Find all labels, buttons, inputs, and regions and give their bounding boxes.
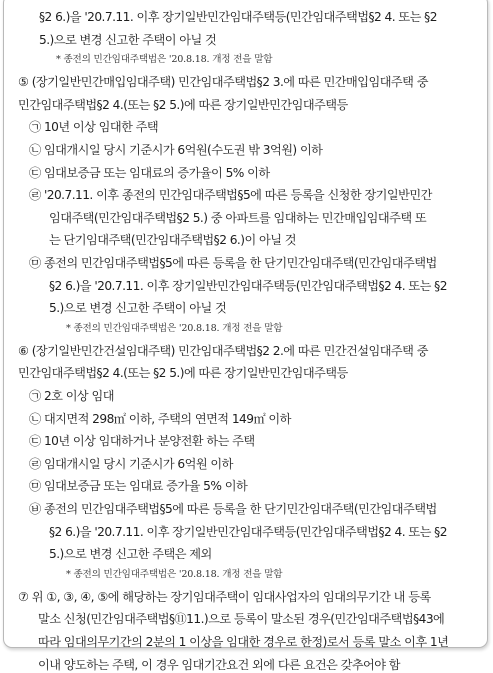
sub-item: ㉡ 대지면적 298㎡ 이하, 주택의 연면적 149㎡ 이하	[29, 411, 291, 426]
sub-item: ㉠ 10년 이상 임대한 주택	[29, 120, 159, 135]
sub-item: ㉢ 임대보증금 또는 임대료의 증가율이 5% 이하	[29, 165, 270, 180]
text-line: §2 6.)을 '20.7.11. 이후 장기일반민간임대주택등(민간임대주택법§2 4. 또는 §2	[39, 10, 437, 24]
item-6-heading: ⑥ (장기일반민간건설임대주택) 민간임대주택법§2 2.에 따른 민간건설임대주택 중	[18, 343, 428, 358]
text-line: 민간임대주택법§2 4.(또는 §2 5.)에 따른 장기일반민간임대주택등	[18, 97, 348, 112]
sub-item: ㉢ 10년 이상 임대하거나 분양전환 하는 주택	[29, 434, 255, 449]
footnote: * 종전의 민간임대주택법은 '20.8.18. 개정 전을 말함	[66, 322, 283, 334]
sub-item: ㉤ 종전의 민간임대주택법§5에 따른 등록을 한 단기민간임대주택(민간임대주택법	[29, 256, 437, 270]
sub-item: ㉡ 임대개시일 당시 기준시가 6억원(수도권 밖 3억원) 이하	[29, 143, 323, 157]
text-line: §2 6.)을 '20.7.11. 이후 장기일반민간임대주택등(민간임대주택법§2 4. 또는 §2	[49, 524, 447, 539]
item-7-heading: ⑦ 위 ①, ③, ④, ⑤에 해당하는 장기임대주택이 임대사업자의 임대의무기간 내 등록	[18, 589, 431, 604]
text-line: 말소 신청(민간임대주택법§⑪11.)으로 등록이 말소된 경우(민간임대주택법§43에	[38, 612, 445, 627]
text-line: 5.)으로 변경 신고한 주택이 아닐 것	[39, 32, 217, 47]
sub-item: ㉤ 임대보증금 또는 임대료 증가율 5% 이하	[29, 479, 248, 494]
text-line: 5.)으로 변경 신고한 주택이 아닐 것	[49, 301, 227, 316]
item-5-heading: ⑤ (장기일반민간매입임대주택) 민간임대주택법§2 3.에 따른 민간매입임대주택 중	[18, 75, 428, 90]
sub-item: ㉠ 2호 이상 임대	[29, 389, 114, 403]
text-line: 5.)으로 변경 신고한 주택은 제외	[49, 547, 212, 562]
footnote: * 종전의 민간임대주택법은 '20.8.18. 개정 전을 말함	[56, 54, 273, 66]
text-line: 는 단기임대주택(민간임대주택법§2 6.)이 아닐 것	[49, 233, 296, 248]
text-line: 이내 양도하는 주택, 이 경우 임대기간요건 외에 다른 요건은 갖추어야 함	[38, 657, 401, 672]
text-line: 민간임대주택법§2 4.(또는 §2 5.)에 따른 장기일반민간임대주택등	[18, 366, 348, 381]
sub-item: ㉣ '20.7.11. 이후 종전의 민간임대주택법§5에 따른 등록을 신청한 장기일반민간	[29, 188, 432, 203]
footnote: * 종전의 민간임대주택법은 '20.8.18. 개정 전을 말함	[66, 568, 283, 580]
text-line: 임대주택(민간임대주택법§2 5.) 중 아파트를 임대하는 민간매입임대주택 또	[49, 210, 427, 225]
text-line: 따라 임대의무기간의 2분의 1 이상을 임대한 경우로 한정)로서 등록 말소 이후 1년	[38, 635, 449, 649]
text-line: §2 6.)을 '20.7.11. 이후 장기일반민간임대주택등(민간임대주택법§2 4. 또는 §2	[49, 278, 447, 293]
sub-item: ㉣ 임대개시일 당시 기준시가 6억원 이하	[29, 456, 233, 471]
sub-item: ㉥ 종전의 민간임대주택법§5에 따른 등록을 한 단기민간임대주택(민간임대주택법	[29, 502, 437, 516]
